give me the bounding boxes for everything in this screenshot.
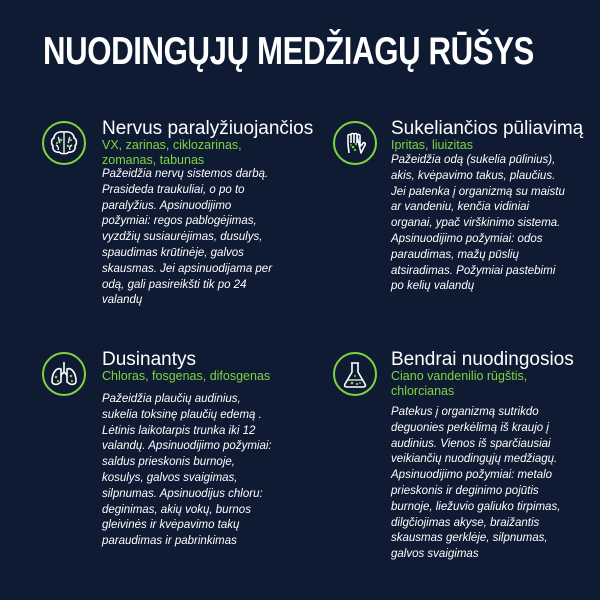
card-subtitle: VX, zarinas, ciklozarinas, zomanas, tabunas (102, 138, 242, 167)
lungs-icon (42, 352, 86, 396)
hand-icon (333, 121, 377, 165)
card-subtitle: Chloras, fosgenas, difosgenas (102, 369, 271, 383)
card-title: Nervus paralyžiuojančios (102, 118, 314, 139)
brain-icon (42, 121, 86, 165)
card-body: Pažeidžia odą (sukelia pūlinius), akis, kvėpavimo takus, plaučius. Jei patenka į organizmą su maistu ar vandeniu, kenčia vidiniai organai, ypač virškinimo sistema. Apsinuodijimo požymiai: odos paraudimas, mažų pūslių atsiradimas. Požymiai pastebimi po kelių valandų (391, 154, 565, 293)
card-body: Pažeidžia nervų sistemos darbą. Prasideda traukuliai, o po to paralyžius. Apsinuodijimo požymiai: regos pablogėjimas, vyzdžių susiaurėjimas, dusulys, spaudimas krūtinėje, galvos skausmas. Jei apsinuodijama per odą, gali pasireikšti tik po 24 valandų (102, 168, 273, 307)
card-subtitle: Ipritas, liuizitas (391, 138, 473, 152)
card-title: Dusinantys (102, 349, 196, 370)
page-title: NUODINGŲJŲ MEDŽIAGŲ RŪŠYS (43, 30, 534, 73)
card-title: Bendrai nuodingosios (391, 349, 574, 370)
card-subtitle: Ciano vandenilio rūgštis, chlorcianas (391, 369, 528, 398)
flask-icon (333, 352, 377, 396)
card-body: Patekus į organizmą sutrikdo deguonies perkėlimą iš kraujo į audinius. Vienos iš sparčiausiai veikiančių nuodingųjų medžiagų. Apsinuodijimo požymiai: metalo prieskonis ir deginimo pojūtis burnoje, liežuvio galiuko tirpimas, dilgčiojimas akyse, braižantis skausmas gerklėje, silpnumas, galvos svaigimas (391, 406, 561, 561)
card-body: Pažeidžia plaučių audinius, sukelia toksinę plaučių edemą . Lėtinis laikotarpis trunka iki 12 valandų. Apsinuodijimo požymiai: saldus prieskonis burnoje, kosulys, galvos svaigimas, silpnumas. Apsinuodijus chloru: deginimas, akių vokų, burnos gleivinės ir kvėpavimo takų paraudimas ir pabrinkimas (102, 393, 272, 548)
card-title: Sukeliančios pūliavimą (391, 118, 584, 139)
